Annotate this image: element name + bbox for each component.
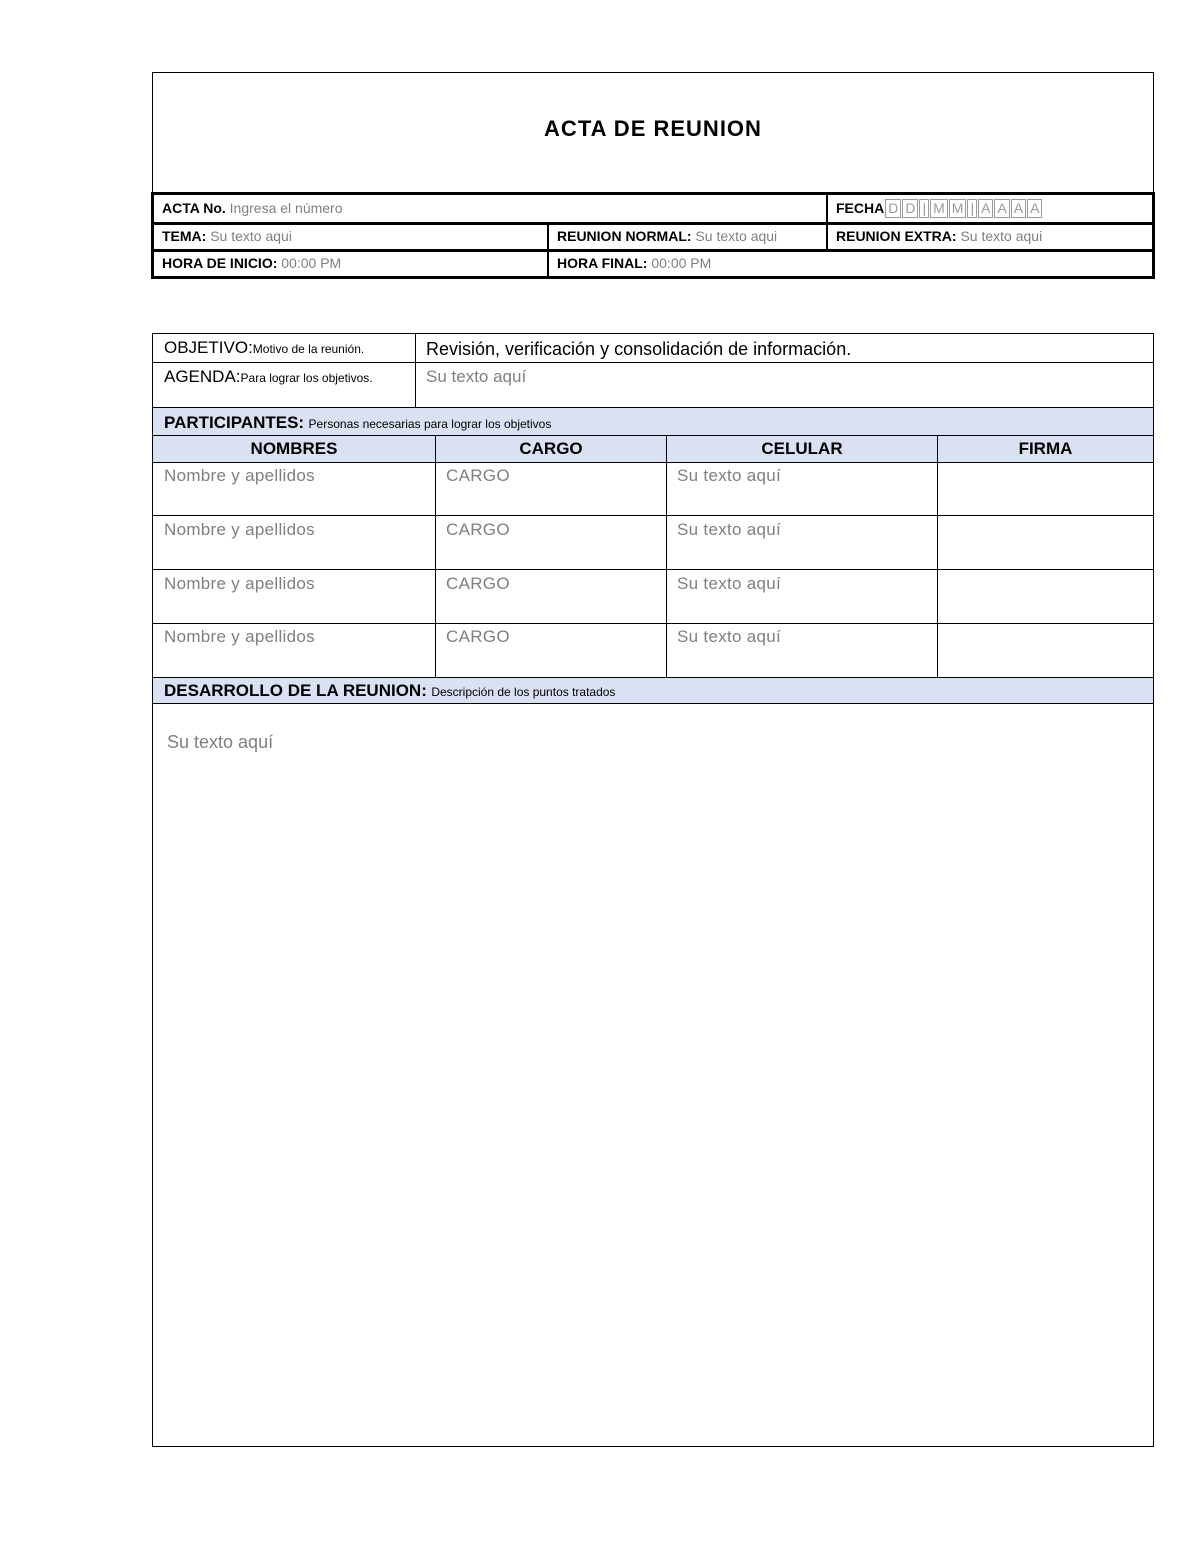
celular-cell[interactable]: Su texto aquí <box>677 574 782 593</box>
date-box: | <box>919 199 929 218</box>
divider <box>151 192 1155 195</box>
date-box: M <box>930 199 948 218</box>
divider <box>152 569 1154 570</box>
participantes-heading <box>154 408 1152 435</box>
desarrollo-text-area[interactable] <box>154 704 1152 1446</box>
date-box: A <box>978 199 993 218</box>
objetivo-label: OBJETIVO: <box>164 338 253 357</box>
tema-value: Su texto aqui <box>210 228 292 244</box>
desarrollo-value: Su texto aquí <box>167 732 274 752</box>
divider <box>152 623 1154 624</box>
column-header-cargo: CARGO <box>519 439 583 458</box>
fecha-date-boxes <box>884 200 1042 216</box>
hora-final-field[interactable] <box>549 252 1152 276</box>
acta-number-field[interactable] <box>154 196 824 220</box>
hora-final-value: 00:00 PM <box>651 255 712 271</box>
acta-number-label: ACTA No. <box>162 200 226 216</box>
agenda-label-cell <box>154 363 414 393</box>
divider <box>937 436 938 677</box>
nombre-cell[interactable]: Nombre y apellidos <box>164 574 315 593</box>
hora-inicio-label: HORA DE INICIO: <box>162 255 278 271</box>
nombre-cell[interactable]: Nombre y apellidos <box>164 466 315 485</box>
tema-field[interactable] <box>154 225 546 249</box>
reunion-normal-label: REUNION NORMAL: <box>557 228 692 244</box>
celular-cell[interactable]: Su texto aquí <box>677 520 782 539</box>
cargo-cell[interactable]: CARGO <box>446 466 510 485</box>
reunion-normal-field[interactable] <box>549 225 825 249</box>
participantes-hint: Personas necesarias para lograr los objetivos <box>308 417 552 431</box>
fecha-label: FECHA <box>836 200 885 216</box>
date-box: | <box>967 199 977 218</box>
desarrollo-heading <box>154 678 1152 703</box>
agenda-hint: Para lograr los objetivos. <box>240 371 373 385</box>
divider <box>1152 192 1155 279</box>
fecha-field[interactable] <box>828 196 1152 220</box>
objetivo-value[interactable]: Revisión, verificación y consolidación de información. <box>426 339 852 359</box>
divider <box>151 276 1155 279</box>
date-box: D <box>902 199 918 218</box>
desarrollo-label: DESARROLLO DE LA REUNION: <box>164 681 427 700</box>
date-box: A <box>1027 199 1042 218</box>
column-header-celular: CELULAR <box>761 439 843 458</box>
divider <box>152 515 1154 516</box>
column-header-firma: FIRMA <box>1018 439 1073 458</box>
cargo-cell[interactable]: CARGO <box>446 627 510 646</box>
agenda-label: AGENDA: <box>164 367 241 386</box>
objetivo-hint: Motivo de la reunión. <box>252 342 365 356</box>
agenda-value[interactable]: Su texto aquí <box>426 367 527 386</box>
reunion-extra-value: Su texto aqui <box>960 228 1043 244</box>
date-box: M <box>949 199 967 218</box>
participantes-label: PARTICIPANTES: <box>164 413 305 432</box>
nombre-cell[interactable]: Nombre y apellidos <box>164 520 315 539</box>
divider <box>435 436 436 677</box>
date-box: A <box>1011 199 1026 218</box>
objetivo-label-cell <box>154 334 414 362</box>
tema-label: TEMA: <box>162 228 207 244</box>
divider <box>152 462 1154 463</box>
hora-inicio-value: 00:00 PM <box>281 255 342 271</box>
date-box: A <box>994 199 1009 218</box>
reunion-normal-value: Su texto aqui <box>695 228 778 244</box>
acta-number-value: Ingresa el número <box>229 200 343 216</box>
date-box: D <box>885 199 901 218</box>
cargo-cell[interactable]: CARGO <box>446 574 510 593</box>
page-title: ACTA DE REUNION <box>544 116 762 141</box>
nombre-cell[interactable]: Nombre y apellidos <box>164 627 315 646</box>
cargo-cell[interactable]: CARGO <box>446 520 510 539</box>
desarrollo-hint: Descripción de los puntos tratados <box>431 685 616 699</box>
hora-final-label: HORA FINAL: <box>557 255 648 271</box>
hora-inicio-field[interactable] <box>154 252 546 276</box>
celular-cell[interactable]: Su texto aquí <box>677 466 782 485</box>
reunion-extra-label: REUNION EXTRA: <box>836 228 957 244</box>
column-header-nombres: NOMBRES <box>250 439 338 458</box>
celular-cell[interactable]: Su texto aquí <box>677 627 782 646</box>
reunion-extra-field[interactable] <box>828 225 1152 249</box>
divider <box>666 436 667 677</box>
